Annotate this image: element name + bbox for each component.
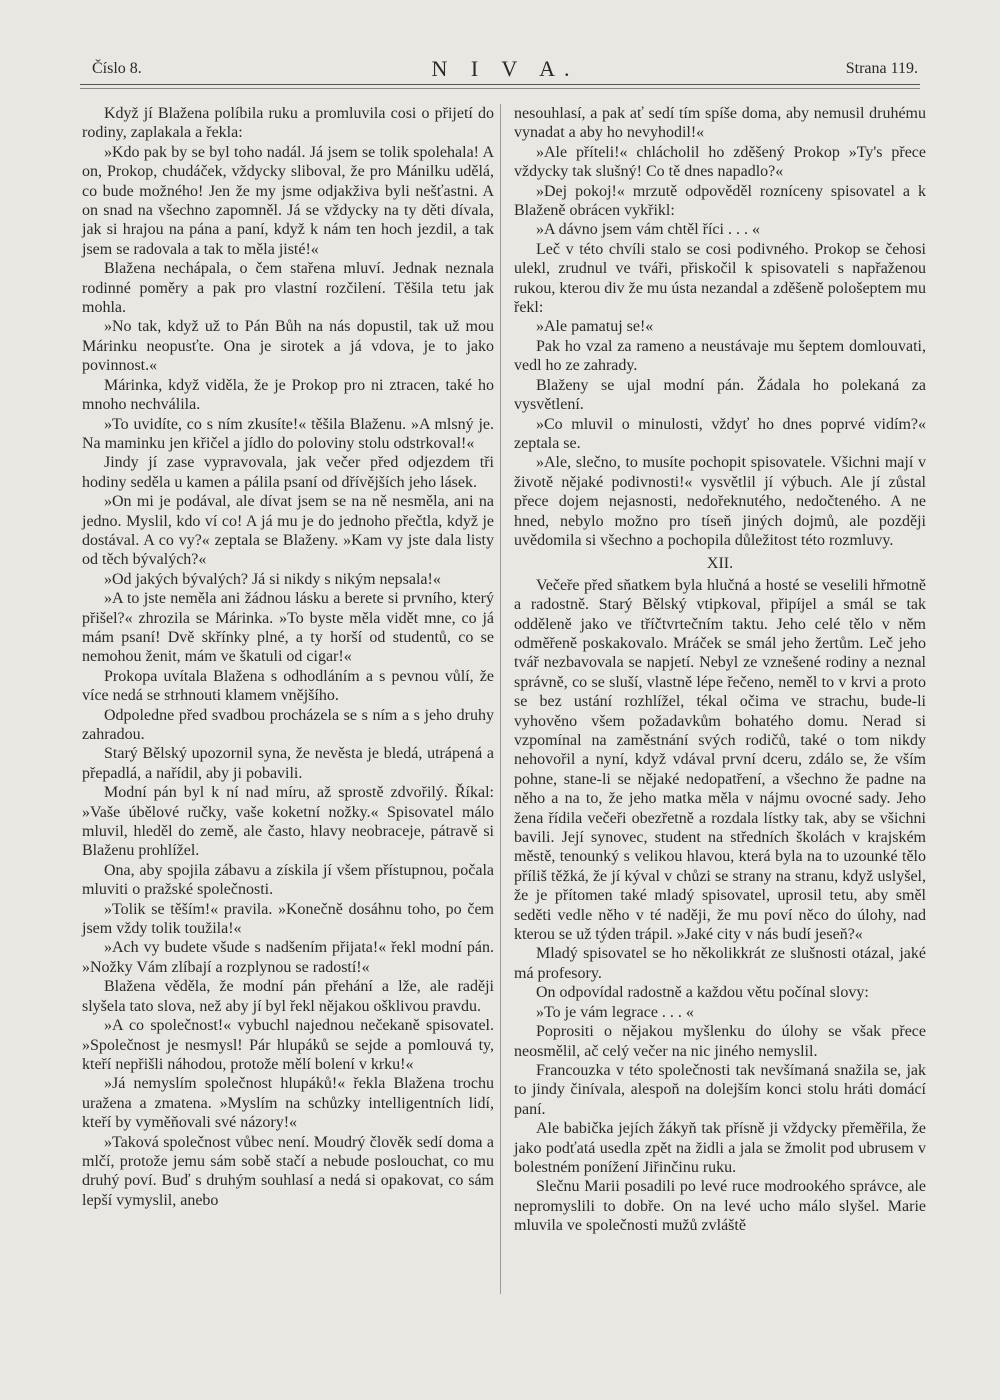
paragraph: Prokopa uvítala Blažena s odhodláním a s pevnou vůlí, že více nedá se strhnouti klamem vnějšího. — [82, 667, 494, 705]
paragraph: »Taková společnost vůbec není. Moudrý člověk sedí doma a mlčí, protože jemu sám sobě stačí a nebude poslouchat, co mu druhý poví. Buď s druhým souhlasí a nedá si opakovat, co sám lepší vymyslil, anebo — [82, 1133, 494, 1209]
column-divider — [500, 104, 501, 1294]
paragraph: Když jí Blažena políbila ruku a promluvila cosi o přijetí do rodiny, zaplakala a řekla: — [82, 105, 494, 142]
paragraph: »Já nemyslím společnost hlupáků!« řekla Blažena trochu uražena a zmatena. »Myslím na schůzky intelligentních lidí, kteří by vyměňovali své názory!« — [82, 1075, 494, 1132]
paragraph: Slečnu Marii posadili po levé ruce modrookého správce, ale nepromyslili to dobře. On na levé ucho málo slyšel. Marie mluvila ve společnosti mužů zvláště — [514, 1178, 926, 1235]
paragraph: On odpovídal radostně a každou větu počínal slovy: — [536, 984, 869, 1002]
running-header — [92, 56, 918, 84]
right-column-before-chapter — [514, 104, 926, 550]
paragraph: »To je vám legrace . . . « — [536, 1003, 694, 1021]
paragraph: »On mi je podával, ale dívat jsem se na ně nesměla, ani na jedno. Myslil, kdo ví co! A já mu je do jednoho přečtla, když je dostával. A co vy?« zeptala se Blaženy. »Kam vy jste dala listy od těch bývalých?« — [82, 493, 494, 569]
paragraph: »Ale, slečno, to musíte pochopit spisovatele. Všichni mají v životě nějaké podivnosti!« vysvětlil jí výbuch. Ale jí zůstal přece dojem nejasnosti, nedořeknutého, nedočteného. A ne hned, nebylo možno pro tíseň jiných dojmů, ale později uvědomila si všechno a pochopila důležitost této rozmluvy. — [514, 454, 926, 549]
paragraph: »Dej pokoj!« mrzutě odpověděl rozníceny spisovatel a k Blaženě obrácen vykřikl: — [514, 182, 926, 220]
paragraph: Ale babička jejích žákyň tak přísně ji vždycky přeměřila, že jako podťatá usedla zpět na židli a jala se žmolit pod ubrusem v bolestném ponížení Jiřinčinu ruku. — [514, 1120, 926, 1176]
paragraph: »A dávno jsem vám chtěl říci . . . « — [536, 221, 760, 239]
paragraph: »Kdo pak by se byl toho nadál. Já jsem se tolik spolehala! A on, Prokop, chudáček, vždycky sliboval, že pro Mánilku udělá, co bude možného! Jen že my jsme odjakživa byli nešťastni. A on snad na všechno zapomněl. Já se vždycky na ty děti dívala, jak si hrajou na pána a paní, když k nám ten hoch jezdil, a tak jsem se radovala a tak to měla jisté!« — [82, 143, 494, 258]
paragraph: Leč v této chvíli stalo se cosi podivného. Prokop se čehosi ulekl, zrudnul ve tváři, přiskočil k spisovateli s napřaženou rukou, kterou div že mu ústa nezandal a zděšeně pološeptem mu řekl: — [514, 240, 926, 317]
issue-number: Číslo 8. — [92, 60, 142, 77]
paragraph: »A to jste neměla ani žádnou lásku a berete si prvního, který přišel?« zhrozila se Márinka. »To byste měla vidět mne, co já mám psaní! Dvě skřínky plné, a ty horší od studentů, co se nemohou ženit, mám ve škatuli od cigar!« — [82, 590, 494, 666]
paragraph: »Od jakých bývalých? Já si nikdy s nikým nepsala!« — [104, 570, 441, 588]
paragraph: »Co mluvil o minulosti, vždyť ho dnes poprvé vidím?« zeptala se. — [514, 415, 926, 452]
paragraph: nesouhlasí, a pak ať sedí tím spíše doma, aby nemusil druhému vynadat a aby ho nevyhodil!« — [514, 105, 926, 142]
paragraph: Odpoledne před svadbou procházela se s ním a s jeho druhy zahradou. — [82, 706, 494, 743]
paragraph: Jindy jí zase vypravovala, jak večer před odjezdem tři hodiny seděla u kamen a pálila psaní od dřívějších jeho lásek. — [82, 454, 494, 491]
paragraph: »Ach vy budete všude s nadšením přijata!« řekl modní pán. »Nožky Vám zlíbají a rozplynou se radostí!« — [82, 939, 494, 976]
header-rule — [80, 84, 920, 85]
paragraph: Pak ho vzal za rameno a neustávaje mu šeptem domlouvati, vedl ho ze zahrady. — [514, 337, 926, 375]
right-column-after-chapter — [514, 576, 926, 1236]
paragraph: »Tolik se těším!« pravila. »Konečně dosáhnu toho, po čem jsem vždy tolik toužila!« — [82, 900, 494, 938]
paragraph: Blaženy se ujal modní pán. Žádala ho polekaná za vysvětlení. — [514, 376, 926, 414]
header-rule-secondary — [80, 88, 920, 89]
paragraph: Blažena nechápala, o čem stařena mluví. Jednak neznala rodinné poměry a pak pro vlastní rozčilení. Těšila tetu jak mohla. — [82, 260, 494, 317]
left-column — [82, 104, 494, 1210]
paragraph: »To uvidíte, co s ním zkusíte!« těšila Blaženu. »A mlsný je. Na maminku jen křičel a jídlo do poloviny stolu odstrkoval!« — [82, 415, 494, 452]
paragraph: Francouzka v této společnosti tak nevšímaná snažila se, jak to jindy činívala, alespoň na dolejším konci stolu hráti domácí paní. — [514, 1061, 926, 1118]
page-number: Strana 119. — [845, 60, 918, 77]
right-column — [514, 104, 926, 1236]
journal-title: N I V A. — [431, 56, 579, 81]
paragraph: »Ale příteli!« chlácholil ho zděšený Prokop »Ty's přece vždycky tak slušný! Co tě dnes napadlo?« — [514, 143, 926, 181]
paragraph: Starý Bělský upozornil syna, že nevěsta je bledá, utrápená a přepadlá, a nařídil, aby ji pobavili. — [82, 745, 494, 782]
paragraph: »Ale pamatuj se!« — [536, 318, 654, 336]
paragraph: Poprositi o nějakou myšlenku do úlohy se však přece neosmělil, ač celý večer na nic jiného nemyslil. — [514, 1023, 926, 1060]
paragraph: Blažena věděla, že modní pán přehání a lže, ale raději slyšela tato slova, než aby jí byl řekl nějakou ošklivou pravdu. — [82, 978, 494, 1015]
paragraph: Večeře před sňatkem byla hlučná a hosté se veselili hřmotně a radostně. Starý Bělský vtipkoval, připíjel a smál se tak odděleně jako ve tříčtvrtečním taktu. Jeho celé tělo v něm odměřeně poskakovalo. Mráček se smál jeho žertům. Leč jeho tvář nezbavovala se napjetí. Nebyl ze vznešené rodiny a neznal správně, co se sluší, vlastně lépe řečeno, neměl to v krvi a proto se bez ustání rozhlížel, tékal očima ve strachu, bude-li vyhověno všem požadavkům bohatého domu. Nerad si vzpomínal na zaměstnání svých rodičů, také o tom nikdy nehovořil a nyní, když vdával první dceru, zdálo se, že vším pohne, stane-li se nějaké nedopatření, a všechno že padne na něho a na to, že jeho matka měla v nájmu ovocné sady. Jeho žena řídila večeři obezřetně a rozdala lístky tak, aby se všichni bavili. Její synovec, student na středních školách v krajském městě, tenounký s velikou hlavou, která byla na to uzounké tělo příliš těžká, že jí kýval v chůzi se strany na stranu, když uslyšel, že je přítomen také mladý spisovatel, uprosil tetu, aby směl seděti vedle něho v té naději, že mu poví něco do úlohy, nad kterou se už týden trápil. »Jaké city v nás budí jeseň?« — [514, 576, 926, 944]
chapter-heading: XII. — [706, 555, 734, 573]
paragraph: Modní pán byl k ní nad míru, až sprostě zdvořilý. Říkal: »Vaše úbělové ručky, vaše koketní nožky.« Spisovatel málo mluvil, hleděl do země, ale často, hlavy neobraceje, pátravě si Blaženu prohlížel. — [82, 784, 494, 860]
paragraph: »A co společnost!« vybuchl najednou nečekaně spisovatel. »Společnost je nesmysl! Pár hlupáků se sejde a pomlouvá ty, kteří nepřišli náhodou, protože mělí bolení v krku!« — [82, 1017, 494, 1073]
paragraph: Mladý spisovatel se ho několikkrát ze slušnosti otázal, jaké má profesory. — [514, 945, 926, 982]
paragraph: Ona, aby spojila zábavu a získila jí všem přístupnou, počala mluviti o pražské společnosti. — [82, 861, 494, 899]
paragraph: »No tak, když už to Pán Bůh na nás dopustil, tak už mou Márinku neopusťte. Ona je sirotek a já vdova, je to jako povinnost.« — [82, 318, 494, 375]
paragraph: Márinka, když viděla, že je Prokop pro ni ztracen, také ho mnoho nechválila. — [82, 376, 494, 414]
